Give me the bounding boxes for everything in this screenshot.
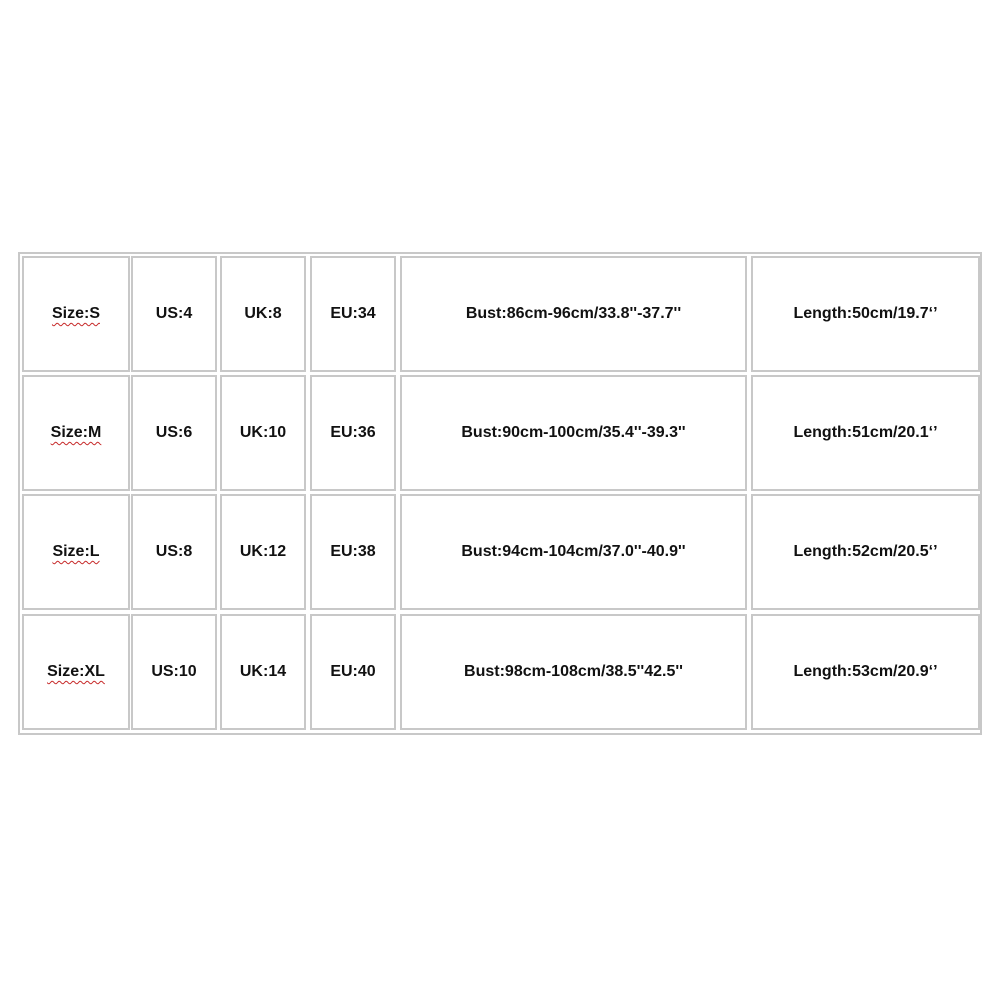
uk-size-cell: UK:12 <box>220 494 306 610</box>
size-cell <box>22 494 130 610</box>
table-row <box>20 375 980 491</box>
uk-size-cell: UK:14 <box>220 614 306 730</box>
bust-cell: Bust:90cm-100cm/35.4''-39.3'' <box>400 375 747 491</box>
length-cell: Length:50cm/19.7‘’ <box>751 256 980 372</box>
table-row <box>20 494 980 610</box>
size-label: Size:S <box>51 305 100 322</box>
bust-cell: Bust:86cm-96cm/33.8''-37.7'' <box>400 256 747 372</box>
length-cell: Length:53cm/20.9‘’ <box>751 614 980 730</box>
bust-cell: Bust:98cm-108cm/38.5''42.5'' <box>400 614 747 730</box>
table-row <box>20 256 980 372</box>
eu-size-cell: EU:40 <box>310 614 396 730</box>
eu-size-cell: EU:34 <box>310 256 396 372</box>
length-cell: Length:51cm/20.1‘’ <box>751 375 980 491</box>
size-cell <box>22 256 130 372</box>
eu-size-cell: EU:38 <box>310 494 396 610</box>
bust-cell: Bust:94cm-104cm/37.0''-40.9'' <box>400 494 747 610</box>
us-size-cell: US:8 <box>131 494 217 610</box>
us-size-cell: US:10 <box>131 614 217 730</box>
size-label: Size:M <box>50 424 102 441</box>
us-size-cell: US:4 <box>131 256 217 372</box>
uk-size-cell: UK:8 <box>220 256 306 372</box>
eu-size-cell: EU:36 <box>310 375 396 491</box>
size-chart-table <box>18 252 982 735</box>
uk-size-cell: UK:10 <box>220 375 306 491</box>
size-cell <box>22 614 130 730</box>
table-row <box>20 614 980 730</box>
size-label: Size:L <box>52 543 100 560</box>
us-size-cell: US:6 <box>131 375 217 491</box>
length-cell: Length:52cm/20.5‘’ <box>751 494 980 610</box>
size-cell <box>22 375 130 491</box>
size-label: Size:XL <box>47 663 105 680</box>
